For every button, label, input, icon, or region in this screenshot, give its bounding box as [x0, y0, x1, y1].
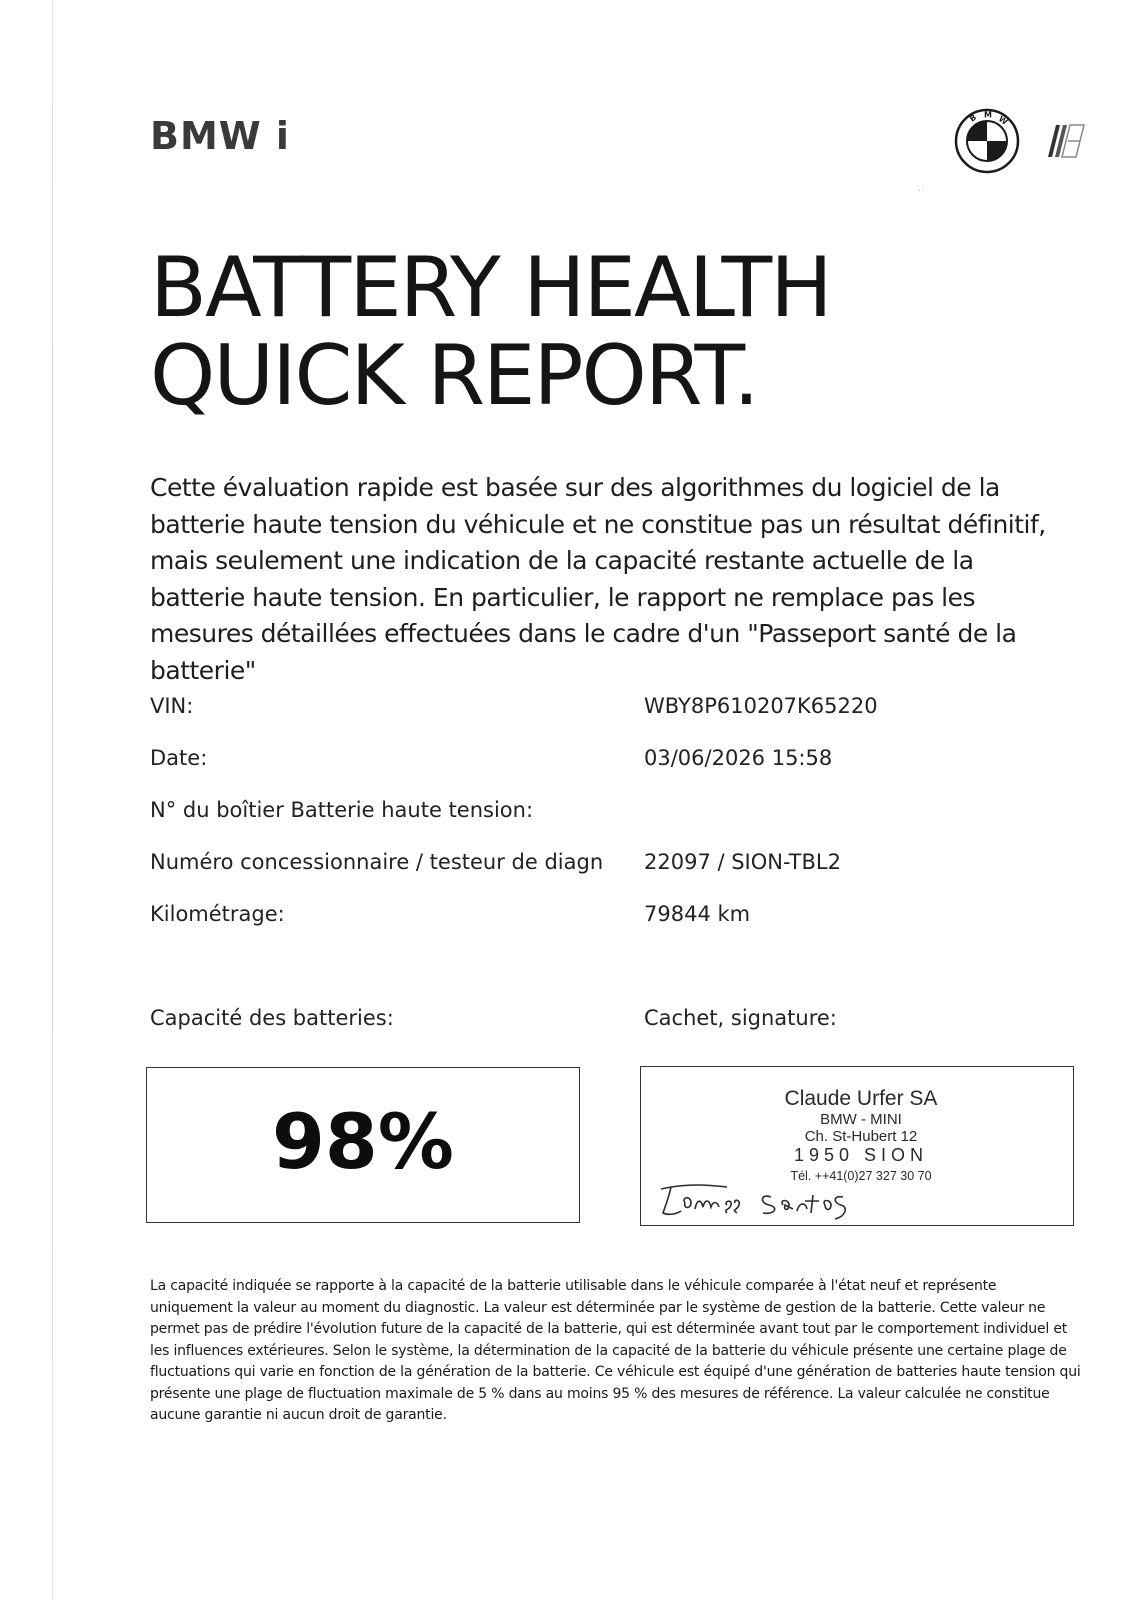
- field-label: Kilométrage:: [150, 902, 285, 926]
- svg-text:W: W: [996, 114, 1010, 127]
- field-value: 22097 / SION-TBL2: [644, 850, 841, 874]
- capacity-box: [146, 1067, 580, 1223]
- dealer-stamp: [761, 1087, 961, 1186]
- disclaimer-text: La capacité indiquée se rapporte à la capacité de la batterie utilisable dans le véhicule comparée à l'état neuf et représente uniquement la valeur au moment du diagnostic. La valeur est déterminée par le système de gestion de la batterie. Cette valeur ne permet pas de prédire l'évolution future de la capacité de la batterie, qui est déterminée avant tout par le comportement individuel et les influences extérieures. Selon le système, la détermination de la capacité de la batterie du véhicule présente une certaine plage de fluctuations qui varie en fonction de la génération de la batterie. Ce véhicule est équipé d'une génération de batteries haute tension qui présente une plage de fluctuation maximale de 5 % dans au moins 95 % des mesures de référence. La valeur calculée ne constitue aucune garantie ni aucun droit de garantie.: [150, 1278, 1081, 1423]
- m-stripes-icon: [1042, 123, 1086, 159]
- svg-text:M: M: [984, 110, 992, 120]
- report-title: [150, 239, 831, 424]
- stamp-company: Claude Urfer SA: [784, 1087, 938, 1110]
- scan-edge-line: [52, 0, 53, 1600]
- field-value: 79844 km: [644, 902, 751, 926]
- field-row-battery-box: [150, 798, 1050, 850]
- field-row-mileage: [150, 902, 1050, 954]
- title-line-1: BATTERY HEALTH: [150, 239, 831, 336]
- title-line-2: QUICK REPORT.: [150, 327, 758, 424]
- field-value: WBY8P610207K65220: [644, 694, 878, 718]
- field-label: N° du boîtier Batterie haute tension:: [150, 798, 534, 822]
- stamp-brands: BMW - MINI: [820, 1111, 902, 1128]
- signature-label: Cachet, signature:: [644, 1006, 837, 1030]
- handwritten-signature-icon: [647, 1173, 857, 1223]
- svg-text:B: B: [967, 112, 979, 124]
- field-row-dealer: [150, 850, 1050, 902]
- stamp-street: Ch. St-Hubert 12: [804, 1128, 918, 1145]
- field-label: VIN:: [150, 694, 194, 718]
- field-value: 03/06/2026 15:58: [644, 746, 833, 770]
- brand-logo-text: BMW i: [150, 114, 290, 158]
- field-label: Date:: [150, 746, 208, 770]
- report-fields: [150, 694, 1050, 954]
- stamp-phone: Tél. ++41(0)27 327 30 70: [790, 1169, 932, 1183]
- scan-speck: ·˙: [918, 186, 927, 197]
- field-row-date: [150, 746, 1050, 798]
- capacity-label: Capacité des batteries:: [150, 1006, 394, 1030]
- bmw-roundel-icon: [954, 108, 1020, 174]
- signature-box: [640, 1066, 1074, 1226]
- capacity-value: 98%: [272, 1097, 454, 1186]
- field-row-vin: [150, 694, 1050, 746]
- stamp-city: 1950 SION: [793, 1145, 929, 1165]
- field-label: Numéro concessionnaire / testeur de diagn: [150, 850, 604, 874]
- intro-paragraph: Cette évaluation rapide est basée sur des algorithmes du logiciel de la batterie haute tension du véhicule et ne constitue pas un résultat définitif, mais seulement une indication de la capacité restante actuelle de la batterie haute tension. En particulier, le rapport ne remplace pas les mesures détaillées effectuées dans le cadre d'un "Passeport santé de la batterie": [150, 473, 1046, 685]
